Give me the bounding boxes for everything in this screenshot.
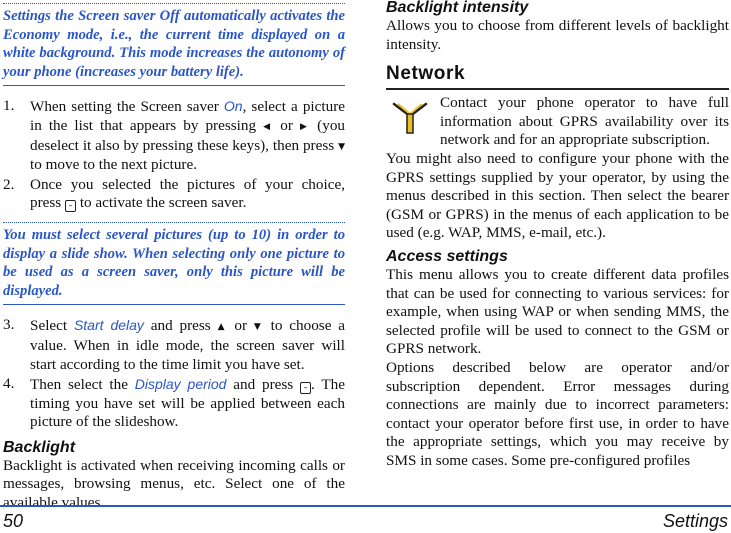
backlight-intensity-heading: Backlight intensity (386, 0, 529, 16)
menu-display-period: Display period (134, 376, 227, 393)
backlight-intensity-text: Allows you to choose from different levels of backlight intensity. (386, 17, 729, 53)
down-arrow-icon: ▼ (253, 322, 264, 333)
menu-start-delay: Start delay (73, 317, 144, 334)
step-number: 4. (3, 375, 15, 393)
gprs-tip-text: Contact your phone operator to have full information about GPRS availability over its network and for an appropriate subscription. (440, 94, 729, 149)
list-item: 2. Once you selected the pictures of your choice, press – to activate the screen saver. (3, 175, 345, 212)
down-arrow-icon: ▼ (338, 141, 345, 152)
access-settings-heading: Access settings (386, 247, 508, 265)
access-settings-text-2: Options described below are operator and/or subscription dependent. Error messages during connections are mainly due to incorrect parameters: contact your operator before first use, in order to have the appropriate settings, which you may receive by SMS in some cases. Some pre-configured profiles (386, 358, 729, 469)
economy-mode-note: Settings the Screen saver Off automatically activates the Economy mode, i.e., the current time displayed on a white background. This mode increases the autonomy of your phone (increases your battery life). (3, 8, 345, 80)
right-column (386, 0, 729, 470)
list-item: 4. Then select the Display period and press – . The timing you have set will be applied between each picture of the slideshow. (3, 375, 345, 431)
gprs-tip (386, 94, 729, 150)
ok-key-icon: – (300, 382, 311, 394)
antenna-icon (392, 100, 428, 134)
left-arrow-icon: ◀ (263, 121, 274, 132)
slideshow-note: You must select several pictures (up to 10) in order to display a slide show. When selecting only one picture to be used as a screen saver, only this picture will be displayed. (3, 226, 345, 299)
note2-bottom-rule (3, 304, 345, 305)
note-bottom-rule (3, 85, 345, 86)
menu-on: On (223, 98, 243, 115)
list-item: 3. Select Start delay and press ▲ or ▼ to choose a value. When in idle mode, the screen saver will start according to the time limit you have set. (3, 316, 346, 373)
list-item: 1. When setting the Screen saver On, select a picture in the list that appears by pressing ◀ or ▶ (you deselect it also by pressing these keys), then press ▼ to move to the next picture. (3, 97, 346, 174)
network-heading-rule (386, 88, 729, 90)
step-number: 2. (3, 175, 15, 193)
backlight-text: Backlight is activated when receiving incoming calls or messages, browsing menus, etc. Select one of the available values. (3, 456, 345, 512)
steps-list-2 (3, 316, 345, 432)
note-top-rule (3, 3, 345, 4)
network-heading: Network (386, 63, 466, 85)
network-text: You might also need to configure your phone with the GPRS settings supplied by your operator, by using the menus described in this section. Then select the bearer (GSM or GPRS) in the menus of each application to be used (e.g. WAP, MMS, e-mail, etc.). (386, 149, 729, 242)
up-arrow-icon: ▲ (217, 322, 228, 333)
ok-key-icon: – (65, 200, 76, 212)
left-column (3, 0, 345, 513)
footer-rule (0, 505, 731, 507)
access-settings-text-1: This menu allows you to create different data profiles that can be used for connecting to various services: for example, when using WAP or when sending MMS, the selected profile will be used to connect to the GSM or GPRS network. (386, 265, 729, 358)
backlight-heading: Backlight (3, 438, 76, 456)
page-number: 50 (3, 511, 24, 531)
step-number: 3. (3, 316, 15, 334)
steps-list-1 (3, 97, 345, 213)
step-number: 1. (3, 97, 15, 115)
right-arrow-icon: ▶ (299, 121, 311, 132)
note2-top-rule (3, 222, 345, 223)
section-title: Settings (662, 511, 728, 531)
